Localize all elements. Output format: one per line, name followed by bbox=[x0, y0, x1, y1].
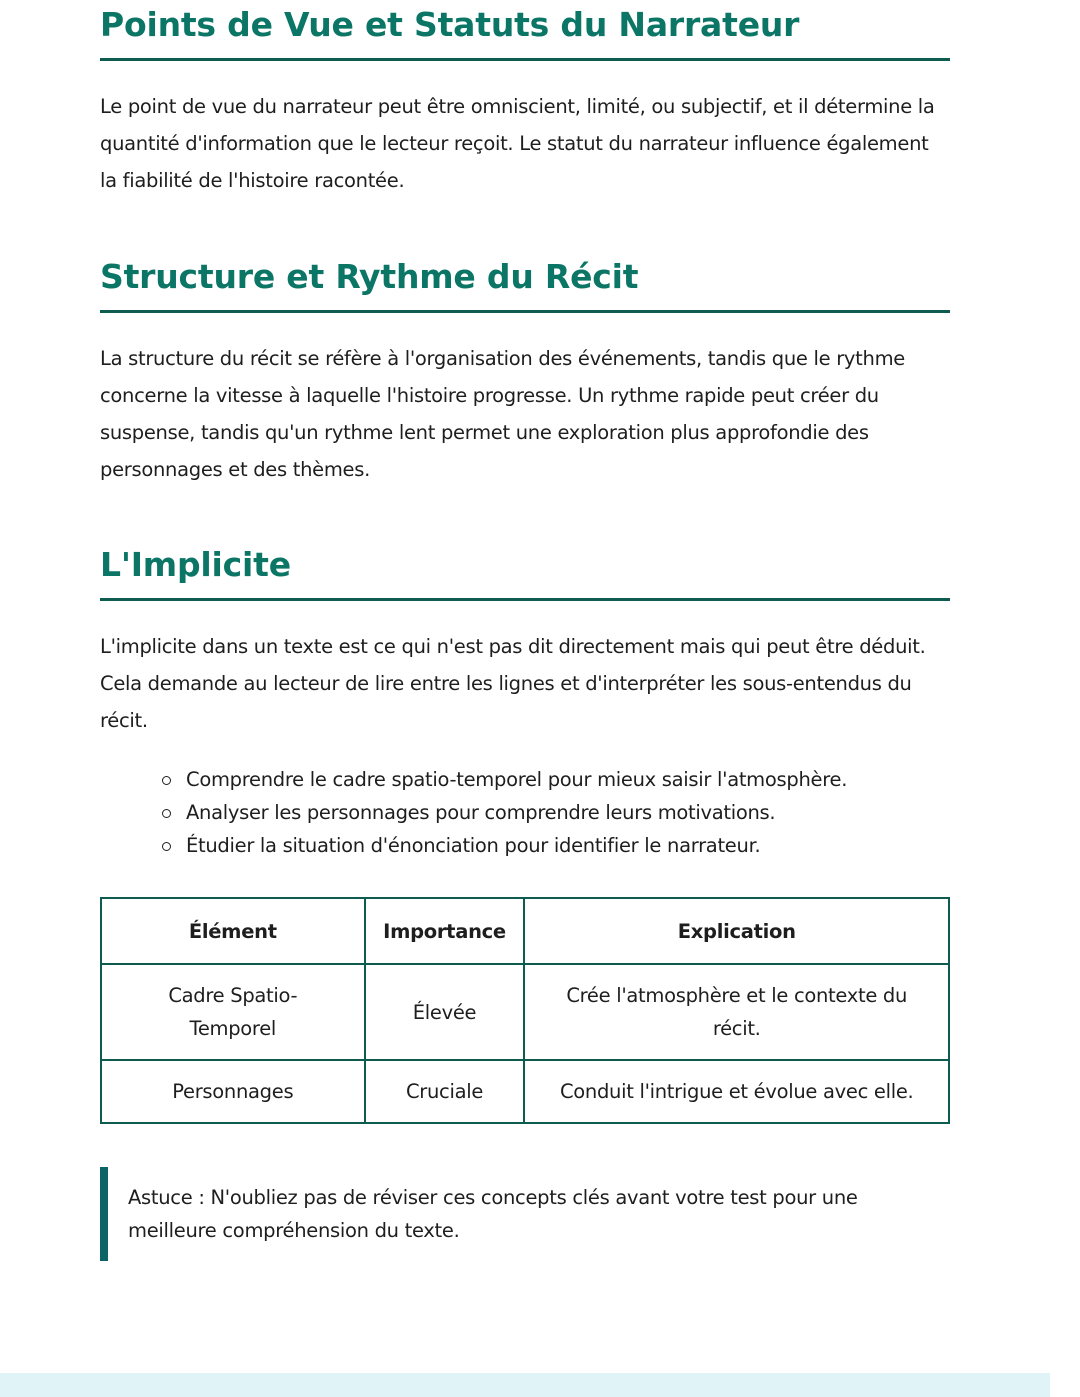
table-row bbox=[101, 1060, 949, 1123]
section-title: Structure et Rythme du Récit bbox=[100, 257, 950, 313]
column-header: Élément bbox=[101, 898, 365, 964]
table-cell: Cruciale bbox=[365, 1060, 525, 1123]
table-cell: Cadre Spatio-Temporel bbox=[101, 964, 365, 1060]
table-cell: Élevée bbox=[365, 964, 525, 1060]
section-narrator bbox=[100, 5, 950, 199]
tip-text: Astuce : N'oubliez pas de réviser ces concepts clés avant votre test pour une meilleure compréhension du texte. bbox=[128, 1186, 858, 1242]
list-item: Analyser les personnages pour comprendre leurs motivations. bbox=[160, 796, 950, 829]
table-header-row bbox=[101, 898, 949, 964]
table-cell: Conduit l'intrigue et évolue avec elle. bbox=[524, 1060, 949, 1123]
list-item: Comprendre le cadre spatio-temporel pour mieux saisir l'atmosphère. bbox=[160, 763, 950, 796]
section-body: La structure du récit se réfère à l'organisation des événements, tandis que le rythme concerne la vitesse à laquelle l'histoire progresse. Un rythme rapide peut créer du suspense, tandis qu'un rythme lent permet une exploration plus approfondie des personnages et des thèmes. bbox=[100, 347, 905, 481]
footer-band bbox=[0, 1373, 1050, 1397]
section-body: Le point de vue du narrateur peut être omniscient, limité, ou subjectif, et il détermine la quantité d'information que le lecteur reçoit. Le statut du narrateur influence également la fiabilité de l'histoire racontée. bbox=[100, 95, 935, 192]
section-body: L'implicite dans un texte est ce qui n'est pas dit directement mais qui peut être déduit. Cela demande au lecteur de lire entre les lignes et d'interpréter les sous-entendus du récit. bbox=[100, 635, 926, 732]
list-item: Étudier la situation d'énonciation pour identifier le narrateur. bbox=[160, 829, 950, 862]
section-implicite bbox=[100, 545, 950, 862]
section-title: L'Implicite bbox=[100, 545, 950, 601]
table-cell: Personnages bbox=[101, 1060, 365, 1123]
table-cell: Crée l'atmosphère et le contexte du récit. bbox=[524, 964, 949, 1060]
table-row bbox=[101, 964, 949, 1060]
section-structure bbox=[100, 257, 950, 488]
column-header: Importance bbox=[365, 898, 525, 964]
column-header: Explication bbox=[524, 898, 949, 964]
elements-table bbox=[100, 897, 950, 1124]
tip-callout bbox=[100, 1167, 948, 1261]
section-title: Points de Vue et Statuts du Narrateur bbox=[100, 5, 950, 61]
bullet-list bbox=[100, 763, 950, 862]
